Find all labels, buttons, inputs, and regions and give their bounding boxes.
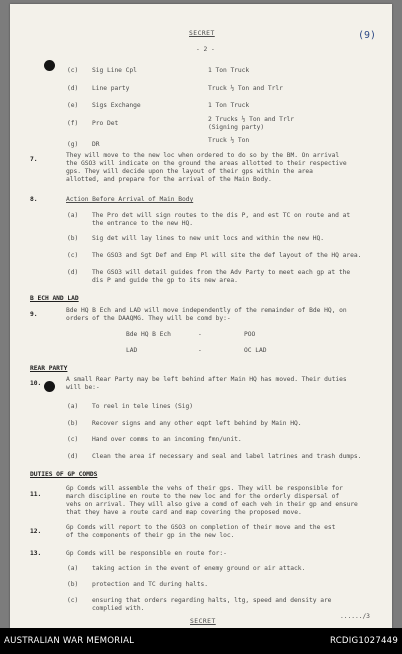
archive-id: RCDIG1027449 [329, 636, 398, 646]
item-line: The GSO3 will detail guides from the Adv Party to meet each gp at the [92, 269, 351, 276]
command-unit: Bde HQ B Ech [126, 331, 171, 338]
item-line: ensuring that orders regarding halts, ltg, speed and density are [92, 597, 332, 604]
item-letter: (a) [67, 403, 79, 410]
item-line: dis P and guide the gp to its new area. [92, 277, 238, 284]
section-heading: DUTIES OF GP COMDS [30, 471, 98, 478]
para-line: march discipline en route to the new loc and for the orderly dispersal of [66, 493, 340, 500]
para-line: They will move to the new loc when ordered to do so by the BM. On arrival [66, 152, 340, 159]
allocation-letter: (e) [67, 102, 79, 109]
item-letter: (b) [67, 581, 79, 588]
para-line: will be:- [66, 384, 100, 391]
allocation-letter: (d) [67, 85, 79, 92]
paragraph-number: 12. [30, 528, 42, 535]
item-letter: (a) [67, 565, 79, 572]
command-officer: OC LAD [244, 347, 267, 354]
allocation-unit: Line party [92, 85, 130, 92]
allocation-letter: (c) [67, 67, 79, 74]
command-dash: - [198, 331, 202, 338]
paragraph-number: 10. [30, 380, 42, 387]
item-letter: (d) [67, 269, 79, 276]
allocation-transport: Truck ½ Ton [208, 137, 250, 144]
para-line: that they have a route card and map covering the proposed move. [66, 509, 302, 516]
allocation-transport-note: (Signing party) [208, 124, 265, 131]
allocation-unit: Sig Line Cpl [92, 67, 137, 74]
classification-footer: SECRET [190, 618, 216, 625]
punch-hole [44, 60, 55, 71]
para-line: Gp Comds will be responsible en route for:- [66, 550, 227, 557]
item-text: Recover signs and any other eqpt left behind by Main HQ. [92, 420, 302, 427]
archive-name: AUSTRALIAN WAR MEMORIAL [4, 636, 135, 646]
paragraph-number: 8. [30, 196, 38, 203]
allocation-letter: (g) [67, 141, 79, 148]
archive-bar [0, 628, 402, 654]
item-letter: (c) [67, 436, 79, 443]
item-line: The GSO3 and Sgt Def and Emp Pl will site the def layout of the HQ area. [92, 252, 362, 259]
page-number: - 2 - [196, 46, 215, 53]
para-line: of the components of their gp in the new loc. [66, 532, 235, 539]
section-heading: Action Before Arrival of Main Body [66, 196, 194, 203]
paragraph-number: 9. [30, 311, 38, 318]
item-letter: (c) [67, 252, 79, 259]
classification-header: SECRET [189, 30, 215, 37]
command-officer: POO [244, 331, 256, 338]
item-line: the entrance to the new HQ. [92, 220, 194, 227]
item-letter: (b) [67, 420, 79, 427]
allocation-transport: 2 Trucks ½ Ton and Trlr [208, 116, 295, 123]
item-letter: (b) [67, 235, 79, 242]
item-text: Clean the area if necessary and seal and label latrines and trash dumps. [92, 453, 362, 460]
item-letter: (c) [67, 597, 79, 604]
allocation-transport: Truck ½ Ton and Trlr [208, 85, 283, 92]
allocation-letter: (f) [67, 120, 79, 127]
allocation-unit: DR [92, 141, 100, 148]
para-line: vehs on arrival. They will also give a comd of each veh in their gp and ensure [66, 501, 358, 508]
punch-hole [44, 381, 55, 392]
paragraph-number: 7. [30, 156, 38, 163]
section-heading: REAR PARTY [30, 365, 68, 372]
handwritten-mark: (9) [358, 30, 376, 41]
para-line: A small Rear Party may be left behind after Main HQ has moved. Their duties [66, 376, 347, 383]
para-line: Gp Comds will report to the GSO3 on completion of their move and the est [66, 524, 336, 531]
continuation-marker: ....../3 [340, 613, 370, 620]
para-line: the GSO3 will indicate on the ground the areas allotted to their respective [66, 160, 347, 167]
para-line: Gp Comds will assemble the vehs of their gps. They will be responsible for [66, 485, 343, 492]
command-unit: LAD [126, 347, 138, 354]
allocation-transport: 1 Ton Truck [208, 67, 250, 74]
allocation-transport: 1 Ton Truck [208, 102, 250, 109]
paragraph-number: 13. [30, 550, 42, 557]
item-line: The Pro det will sign routes to the dis P, and est TC on route and at [92, 212, 351, 219]
section-heading: B ECH AND LAD [30, 295, 79, 302]
item-text: Hand over comms to an incoming fmn/unit. [92, 436, 242, 443]
document-page [10, 4, 392, 628]
item-line: taking action in the event of enemy ground or air attack. [92, 565, 306, 572]
allocation-unit: Sigs Exchange [92, 102, 141, 109]
item-line: Sig det will lay lines to new unit locs and within the new HQ. [92, 235, 324, 242]
para-line: Bde HQ B Ech and LAD will move independently of the remainder of Bde HQ, on [66, 307, 347, 314]
item-letter: (a) [67, 212, 79, 219]
command-dash: - [198, 347, 202, 354]
item-line: complied with. [92, 605, 145, 612]
item-letter: (d) [67, 453, 79, 460]
para-line: orders of the DAAQMG. They will be comd by:- [66, 315, 231, 322]
item-line: protection and TC during halts. [92, 581, 208, 588]
allocation-unit: Pro Det [92, 120, 119, 127]
para-line: gps. They will decide upon the layout of their gps within the area [66, 168, 313, 175]
paragraph-number: 11. [30, 491, 42, 498]
para-line: allotted, and prepare for the arrival of the Main Body. [66, 176, 272, 183]
item-text: To reel in tele lines (Sig) [92, 403, 194, 410]
